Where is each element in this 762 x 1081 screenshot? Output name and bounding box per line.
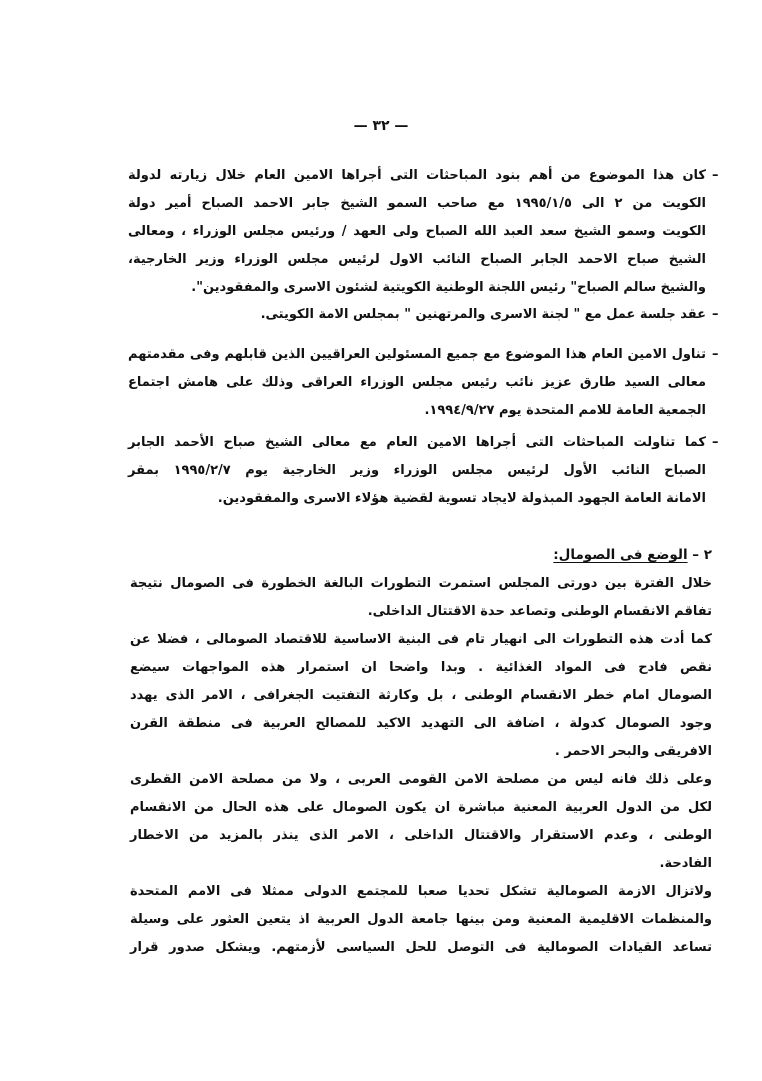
- bullet-dash: –: [712, 168, 719, 183]
- paragraph-line: الصومال امام خطر الانقسام الوطنى ، بل وكارثة التفتيت الجغرافى ، الامر الذى يهدد: [130, 688, 712, 703]
- section-heading: [553, 545, 712, 565]
- bullet-line: كان هذا الموضوع من أهم بنود المباحثات التى أجراها الامين العام خلال زيارته لدولة: [128, 168, 706, 183]
- bullet-dash: –: [712, 435, 719, 450]
- bullet-dash: –: [712, 307, 719, 322]
- paragraph-line: الفادحة.: [659, 856, 712, 871]
- paragraph-line: الافريقى والبحر الاحمر .: [554, 744, 712, 759]
- paragraph-line: ولاتزال الازمة الصومالية تشكل تحديا صعبا للمجتمع الدولى ممثلا فى الامم المتحدة: [130, 884, 712, 899]
- paragraph-line: وجود الصومال كدولة ، اضافة الى التهديد الاكيد للمصالح العربية فى منطقة القرن: [130, 716, 712, 731]
- bullet-line: الجمعية العامة للامم المتحدة يوم ١٩٩٤/٩/٢٧.: [424, 403, 706, 418]
- bullet-line: تناول الامين العام هذا الموضوع مع جميع المسئولين العراقيين الذين قابلهم وفى مقدمتهم: [128, 347, 706, 362]
- paragraph-line: لكل من الدول العربية المعنية مباشرة ان يكون الصومال على هذه الحال من الانقسام: [130, 800, 712, 815]
- bullet-dash: –: [712, 347, 719, 362]
- page-number: — ٣٢ —: [353, 118, 409, 134]
- paragraph-line: وعلى ذلك فانه ليس من مصلحة الامن القومى العربى ، ولا من مصلحة الامن القطرى: [130, 772, 712, 787]
- bullet-line: الكويت من ٢ الى ١٩٩٥/١/٥ مع صاحب السمو الشيخ جابر الاحمد الصباح أمير دولة: [128, 196, 706, 211]
- bullet-line: الامانة العامة الجهود المبذولة لايجاد تسوية لقضية هؤلاء الاسرى والمفقودين.: [217, 491, 706, 506]
- paragraph-line: تفاقم الانقسام الوطنى وتصاعد حدة الاقتتال الداخلى.: [367, 604, 712, 619]
- bullet-line: الصباح النائب الأول لرئيس مجلس الوزراء وزير الخارجية يوم ١٩٩٥/٢/٧ بمقر: [128, 463, 706, 478]
- paragraph-line: كما أدت هذه التطورات الى انهيار تام فى البنية الاساسية للاقتصاد الصومالى ، فضلا عن: [130, 632, 712, 647]
- bullet-line: الشيخ صباح الاحمد الجابر الصباح النائب الاول لرئيس مجلس الوزراء وزير الخارجية،: [128, 252, 706, 267]
- section-number: ٢ –: [692, 547, 712, 563]
- section-title: الوضع فى الصومال:: [553, 547, 688, 563]
- paragraph-line: الوطنى ، وعدم الاستقرار والاقتتال الداخلى ، الامر الذى ينذر بالمزيد من الاخطار: [130, 828, 712, 843]
- bullet-line: والشيخ سالم الصباح" رئيس اللجنة الوطنية الكويتية لشئون الاسرى والمفقودين".: [191, 280, 706, 295]
- bullet-line: عقد جلسة عمل مع " لجنة الاسرى والمرتهنين " بمجلس الامة الكويتى.: [260, 307, 706, 322]
- paragraph-line: والمنظمات الاقليمية المعنية ومن بينها جامعة الدول العربية اذ يتعين العثور على وسيلة: [130, 912, 712, 927]
- bullet-line: الكويت وسمو الشيخ سعد العبد الله الصباح ولى العهد / ورئيس مجلس الوزراء ، ومعالى: [128, 224, 706, 239]
- paragraph-line: نقص فادح فى المواد الغذائية . وبدا واضحا ان استمرار هذه المواجهات سيضع: [130, 660, 712, 675]
- paragraph-line: تساعد القيادات الصومالية فى التوصل للحل السياسى لأزمتهم. ويشكل صدور قرار: [130, 940, 712, 955]
- paragraph-line: خلال الفترة بين دورتى المجلس استمرت التطورات البالغة الخطورة فى الصومال نتيجة: [130, 576, 712, 591]
- bullet-line: كما تناولت المباحثات التى أجراها الامين العام مع معالى الشيخ صباح الأحمد الجابر: [128, 435, 706, 450]
- bullet-line: معالى السيد طارق عزيز نائب رئيس مجلس الوزراء العراقى وذلك على هامش اجتماع: [128, 375, 706, 390]
